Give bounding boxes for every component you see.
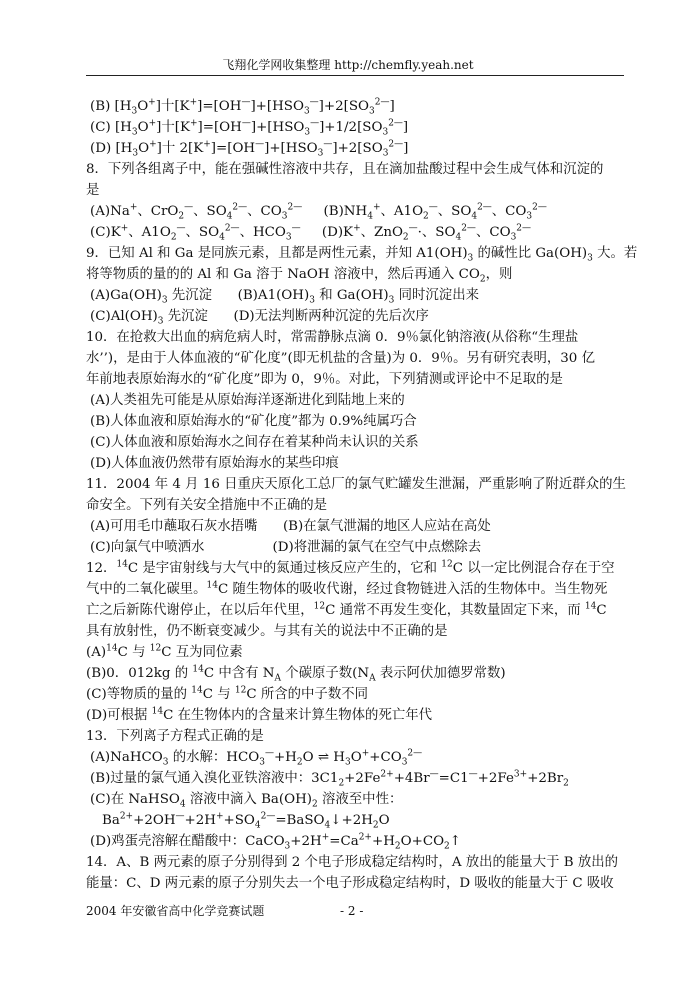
text-line: 8．下列各组离子中，能在强碱性溶液中共存，且在滴加盐酸过程中会生成气体和沉淀的 xyxy=(86,162,604,177)
text-line: 11．2004 年 4 月 16 日重庆天原化工总厂的氯气贮罐发生泄漏，严重影响了附近群众的生 xyxy=(86,477,626,492)
text-line: (B)人体血液和原始海水的“矿化度”都为 0.9%纯属巧合 xyxy=(90,414,417,429)
text-line: (C)在 NaHSO$_4$ 溶液中滴入 $Ba(OH)_2$ 溶液至中性： xyxy=(90,792,403,810)
text-line: 9．已知 Al 和 Ga 是同族元素，且都是两性元素，并知 $A1(OH)_3$ 的碱性比 $Ga(OH)_3$ 大。若 xyxy=(86,246,638,264)
text-line: (C)向氯气中喷洒水 (D)将泄漏的氯气在空气中点燃除去 xyxy=(90,540,482,555)
text-line: $(A)Ga(OH)_3$ 先沉淀 $(B)A1(OH)_3$ 和 $Ga(OH)_3$ 同时沉淀出来 xyxy=(90,288,479,306)
text-line: (D)可根据 $^{14}$C 在生物体内的含量来计算生物体的死亡年代 xyxy=(86,706,433,723)
page-header: 飞翔化学网收集整理 http://chemfly.yeah.net xyxy=(222,58,474,72)
text-line: (D)鸡蛋壳溶解在醋酸中：$CaCO_3+2H^+=Ca^{2+}+H_2O+CO_2↑$ xyxy=(90,832,462,852)
text-line: 气中的二氧化碳里。$^{14}$C 随生物体的吸收代谢，经过食物链进入活的生物体中。当生物死 xyxy=(86,580,608,597)
text-line: (A)可用毛巾蘸取石灰水捂嘴 (B)在氯气泄漏的地区人应站在高处 xyxy=(90,519,491,534)
text-line: 具有放射性，仍不断衰变减少。与其有关的说法中不正确的是 xyxy=(86,624,448,639)
text-line: (C)K+、$A1O_2^—$、$SO_4^{2—}$、$HCO_3^—$ (D)K+、ZnO$_2$—·、$SO_4^{2—}$、$CO_3^{2—}$ xyxy=(90,223,532,243)
text-line: $(C)Al(OH)_3$ 先沉淀 (D)无法判断两种沉淀的先后次序 xyxy=(90,309,429,327)
text-line: 亡之后新陈代谢停止，在以后年代里，$^{12}$C 通常不再发生变化，其数量固定下来，而 $^{14}$C xyxy=(86,601,607,618)
text-line: (C) $[H_3O^+]$十$[K^+]=[OH^—]+[HSO_3^—]+1/2[SO_3^{2—}]$ xyxy=(90,118,409,138)
text-line: 是 xyxy=(86,183,100,198)
text-line: (D)人体血液仍然带有原始海水的某些印痕 xyxy=(90,456,339,471)
text-line: (A)Na+、CrO$_2$—、$SO_4^{2—}$、$CO_3^{2—}$ $(B)NH_4^+$、$A1O_2^—$、$SO_4^{2—}$、$CO_3^{2—}$ xyxy=(90,202,547,222)
text-line: 年前地表原始海水的“矿化度”即为 0，9％。对此，下列猜测或评论中不足取的是 xyxy=(86,372,563,387)
text-line: 13．下列离子方程式正确的是 xyxy=(86,729,264,744)
text-line: (B) $[H_3O^+]$十$[K^+]=[OH^—]+[HSO_3^—]+2[SO_3^{2—}]$ xyxy=(90,97,395,117)
text-line: $Ba^{2+}+2OH^—+2H^++SO_4^{2—}=BaSO_4↓+2H_2O$ xyxy=(102,811,390,831)
text-line: (A)NaHCO$_3$ 的水解：$HCO_3^—+H_2O$ ⇌ $H_3O^++CO_3^{2—}$ xyxy=(90,748,423,768)
footer-title: 2004 年安徽省高中化学竞赛试题 xyxy=(86,904,265,918)
text-line: $(A)^{14}C$ 与 $^{12}$C 互为同位素 xyxy=(86,643,243,660)
text-line: 12．$^{14}$C 是宇宙射线与大气中的氮通过核反应产生的，它和 $^{12}$C 以一定比例混合存在于空 xyxy=(86,559,615,576)
text-line: 水’’)，是由于人体血液的“矿化度”(即无机盐的含量)为 0．9％。另有研究表明，30 亿 xyxy=(86,351,595,366)
text-line: (D) $[H_3O^+]$十 $2[K^+]=[OH^—]+[HSO_3^—]+2[SO_3^{2—}]$ xyxy=(90,139,409,159)
text-line: (B)0．012kg 的 $^{14}$C 中含有 $N_A$ 个碳原子数($N_A$ 表示阿伏加德罗常数) xyxy=(86,664,506,684)
footer-page-number: - 2 - xyxy=(340,904,364,918)
text-line: 将等物质的量的的 Al 和 Ga 溶于 NaOH 溶液中，然后再通入 $CO_2$，则 xyxy=(86,267,513,285)
text-line: (B)过量的氯气通入溴化亚铁溶液中：$3C1_2+2Fe^{2+}+4Br^—=C1^—+2Fe^{3+}+2Br_2$ xyxy=(90,769,569,789)
text-line: (C)等物质的量的 $^{14}$C 与 $^{12}$C 所含的中子数不同 xyxy=(86,685,368,702)
document-body xyxy=(86,96,638,894)
text-line: 10．在抢救大出血的病危病人时，常需静脉点滴 0．9％氯化钠溶液(从俗称“生理盐 xyxy=(86,330,579,345)
header-rule xyxy=(86,75,624,76)
text-line: 能量：C、D 两元素的原子分别失去一个电子形成稳定结构时，D 吸收的能量大于 C 吸收 xyxy=(86,876,614,891)
text-line: (A)人类祖先可能是从原始海洋逐渐进化到陆地上来的 xyxy=(90,393,405,408)
text-line: 命安全。下列有关安全措施中不正确的是 xyxy=(86,498,328,513)
text-line: 14．A、B 两元素的原子分别得到 2 个电子形成稳定结构时，A 放出的能量大于 B 放出的 xyxy=(86,855,619,870)
text-line: (C)人体血液和原始海水之间存在着某种尚未认识的关系 xyxy=(90,435,419,450)
